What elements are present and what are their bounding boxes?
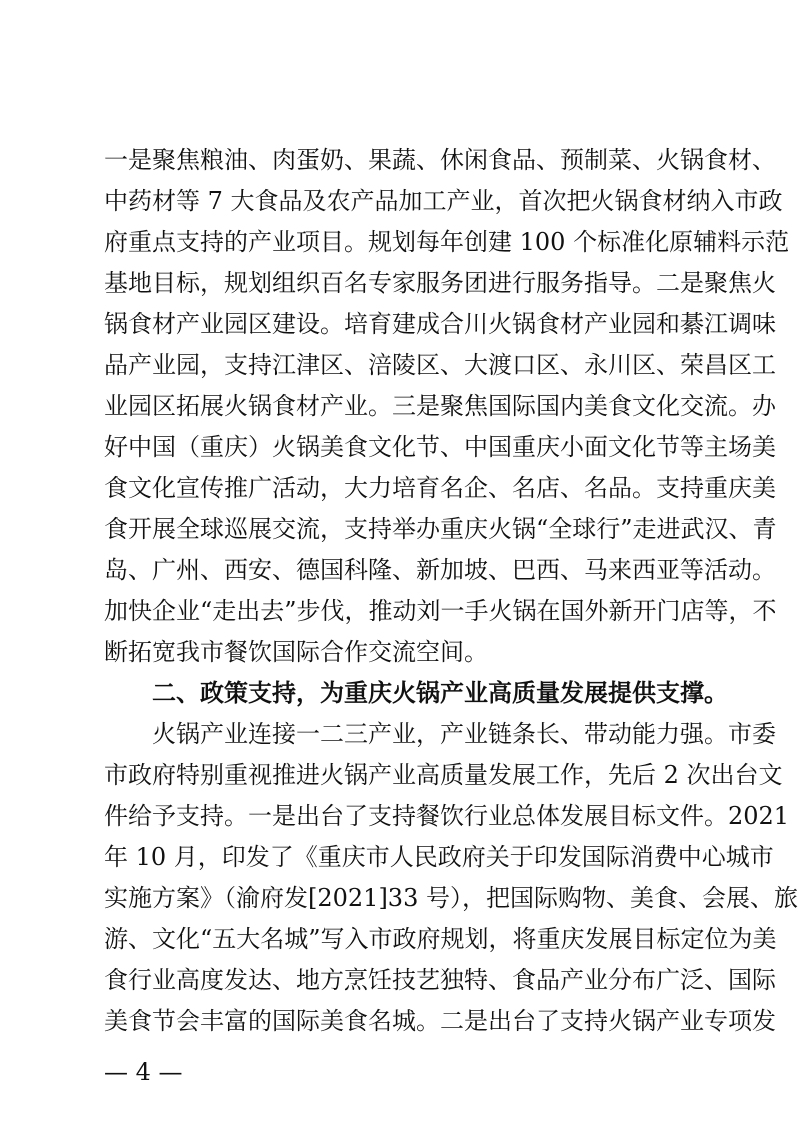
paragraph-1-line-11: 岛、广州、西安、德国科隆、新加坡、巴西、马来西亚等活动。: [104, 556, 776, 584]
paragraph-2-line-5: 实施方案》（渝府发[2021]33 号），把国际购物、美食、会展、旅: [104, 884, 798, 912]
paragraph-1-line-8: 好中国（重庆）火锅美食文化节、中国重庆小面文化节等主场美: [104, 433, 776, 461]
paragraph-1-line-1: 一是聚焦粮油、肉蛋奶、果蔬、休闲食品、预制菜、火锅食材、: [104, 146, 776, 174]
paragraph-1-line-10: 食开展全球巡展交流，支持举办重庆火锅“全球行”走进武汉、青: [104, 515, 777, 543]
paragraph-1-line-6: 品产业园，支持江津区、涪陵区、大渡口区、永川区、荣昌区工: [104, 351, 776, 379]
paragraph-1-line-9: 食文化宣传推广活动，大力培育名企、名店、名品。支持重庆美: [104, 474, 776, 502]
paragraph-2-line-6: 游、文化“五大名城”写入市政府规划，将重庆发展目标定位为美: [104, 925, 777, 953]
paragraph-2-line-8: 美食节会丰富的国际美食名城。二是出台了支持火锅产业专项发: [104, 1007, 776, 1035]
section-heading: 二、政策支持，为重庆火锅产业高质量发展提供支撑。: [152, 679, 728, 707]
paragraph-1-line-7: 业园区拓展火锅食材产业。三是聚焦国际国内美食文化交流。办: [104, 392, 776, 420]
paragraph-1-line-5: 锅食材产业园区建设。培育建成合川火锅食材产业园和綦江调味: [104, 310, 776, 338]
paragraph-2-line-7: 食行业高度发达、地方烹饪技艺独特、食品产业分布广泛、国际: [104, 966, 776, 994]
paragraph-1-line-4: 基地目标，规划组织百名专家服务团进行服务指导。二是聚焦火: [104, 269, 776, 297]
page-number: — 4 —: [104, 1058, 183, 1086]
paragraph-1-line-3: 府重点支持的产业项目。规划每年创建 100 个标准化原辅料示范: [104, 228, 790, 256]
paragraph-1-line-2: 中药材等 7 大食品及农产品加工产业，首次把火锅食材纳入市政: [104, 187, 783, 215]
paragraph-2-line-3: 件给予支持。一是出台了支持餐饮行业总体发展目标文件。2021: [104, 802, 790, 830]
paragraph-2-line-4: 年 10 月，印发了《重庆市人民政府关于印发国际消费中心城市: [104, 843, 774, 871]
paragraph-2-line-1: 火锅产业连接一二三产业，产业链条长、带动能力强。市委: [152, 720, 776, 748]
paragraph-2-line-2: 市政府特别重视推进火锅产业高质量发展工作，先后 2 次出台文: [104, 761, 783, 789]
paragraph-1-line-13: 断拓宽我市餐饮国际合作交流空间。: [104, 638, 488, 666]
paragraph-1-line-12: 加快企业“走出去”步伐，推动刘一手火锅在国外新开门店等，不: [104, 597, 777, 625]
